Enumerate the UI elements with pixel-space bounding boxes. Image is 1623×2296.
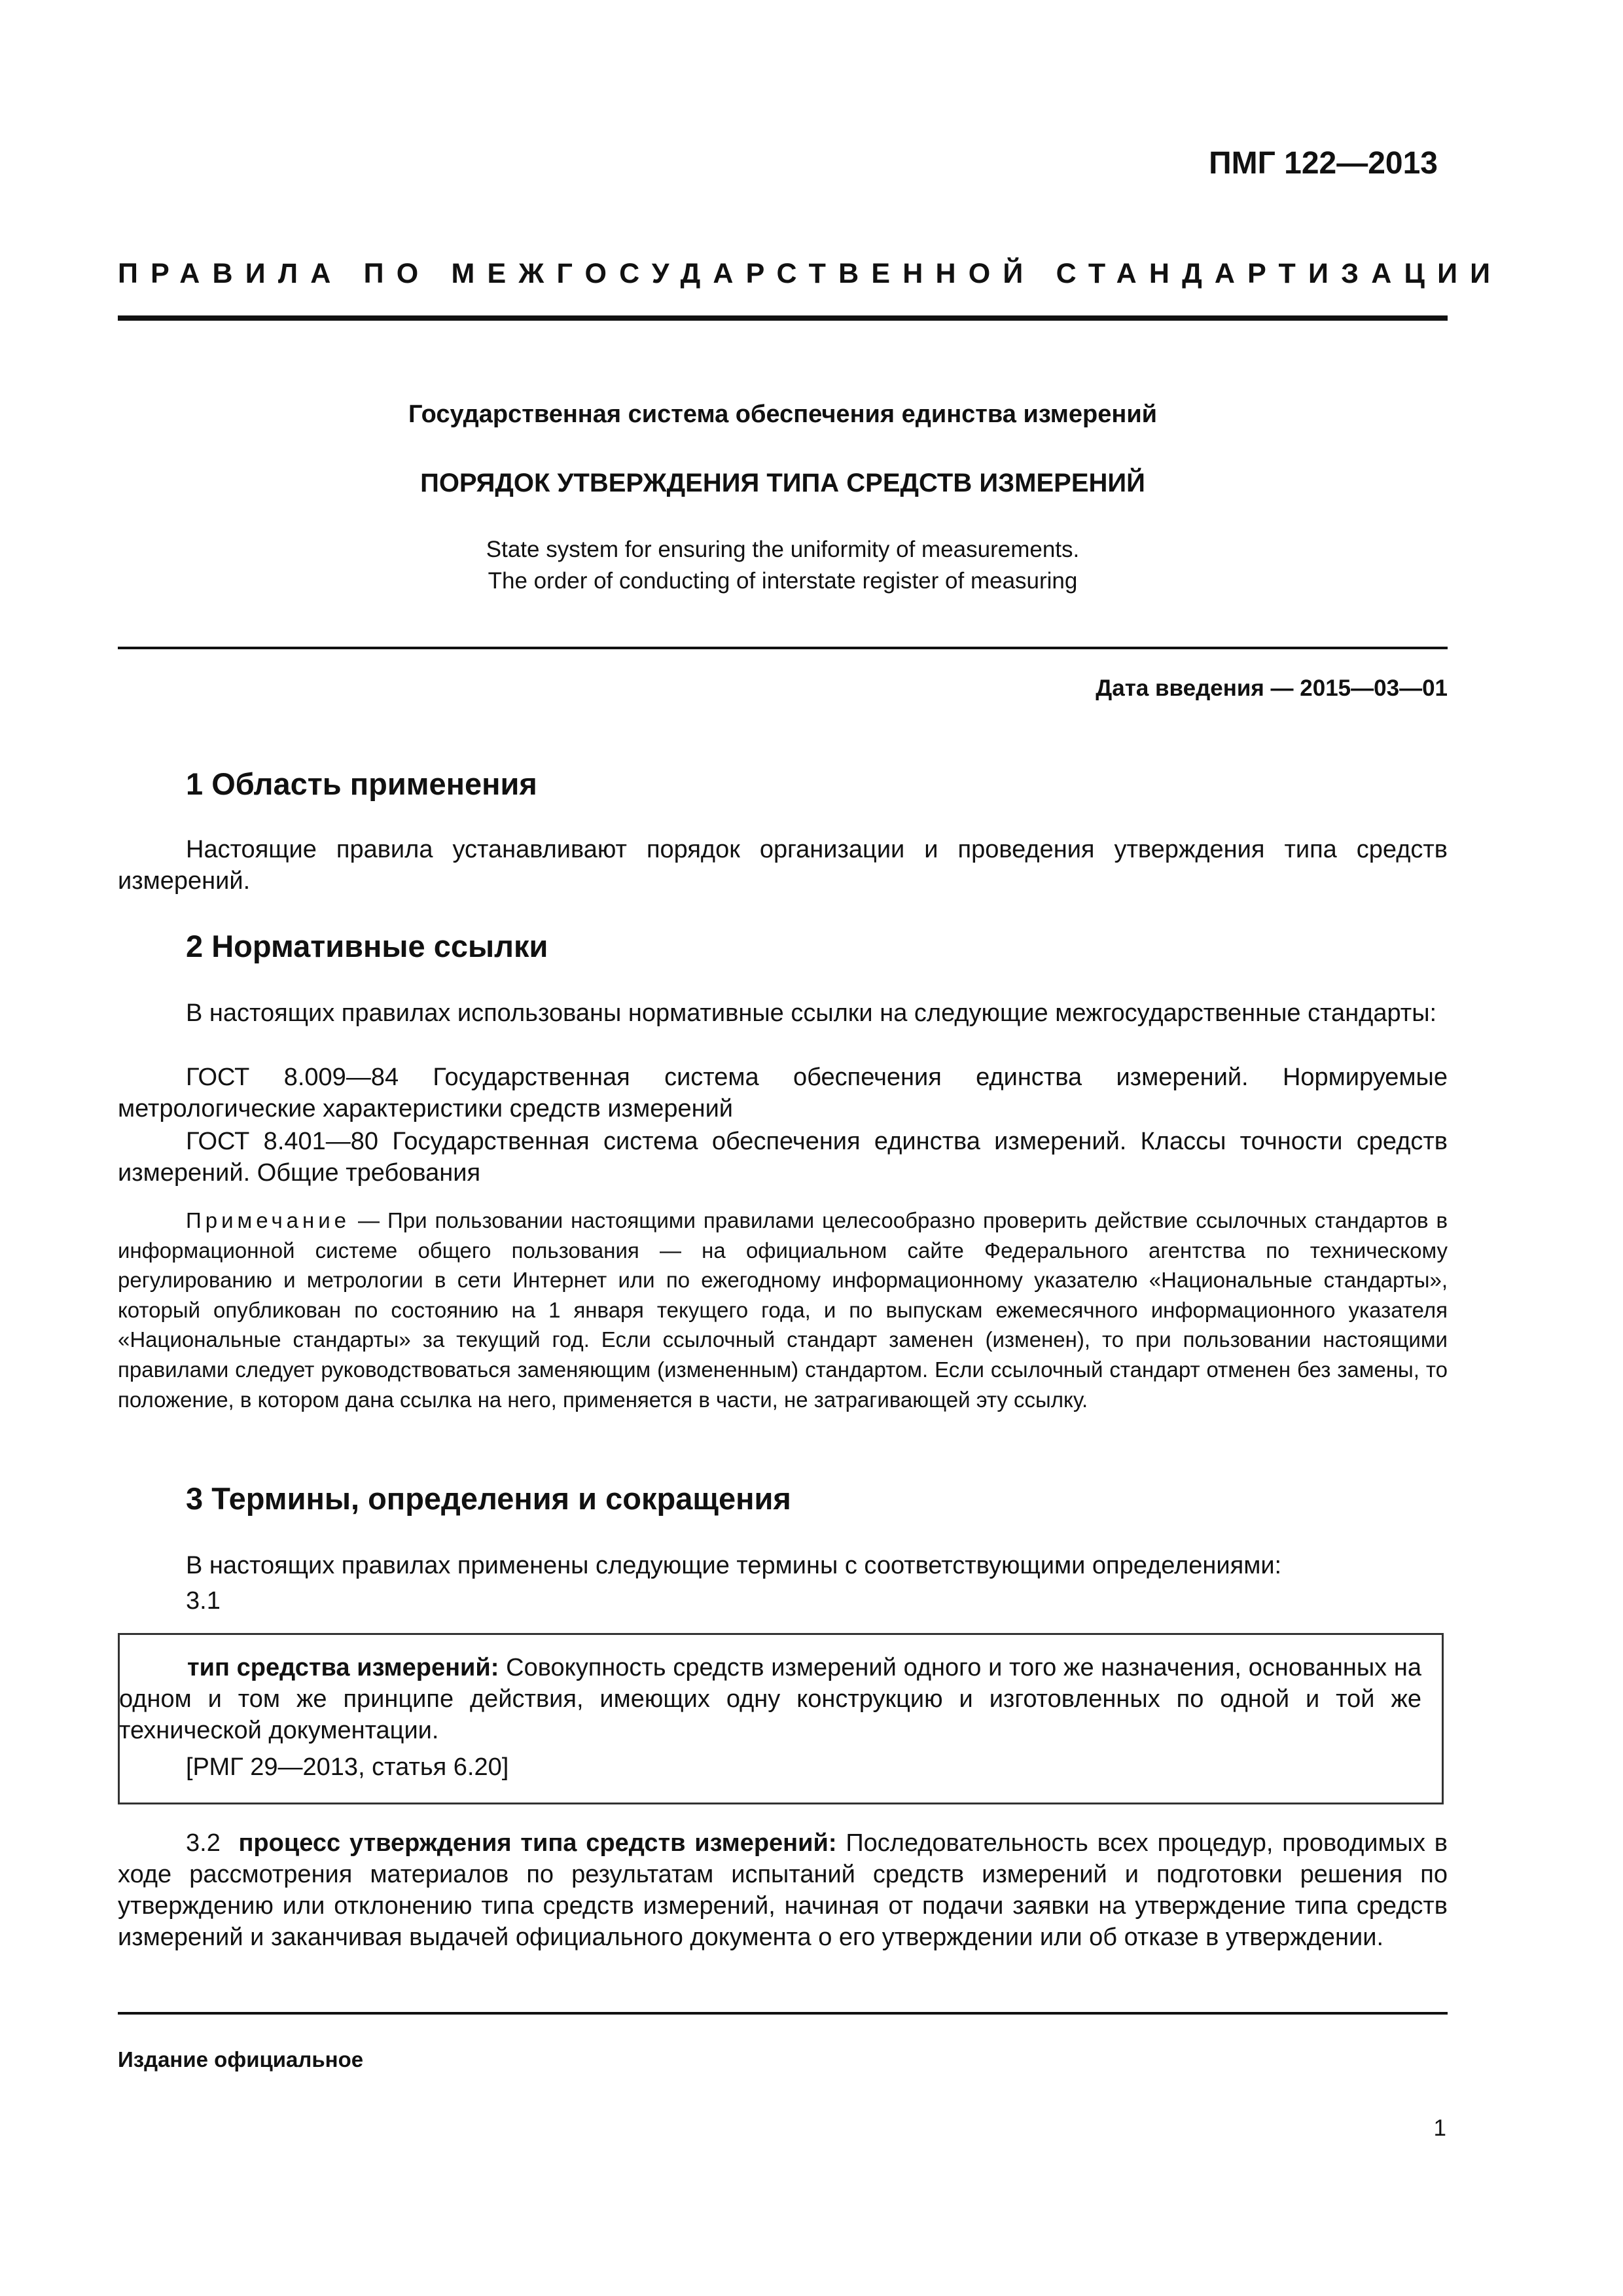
section-1-text: Настоящие правила устанавливают порядок организации и проведения утверждения типа средств измерений. (118, 836, 1448, 895)
section-2-intro: В настоящих правилах использованы нормативные ссылки на следующие межгосударственные стандарты: (186, 999, 1437, 1027)
term-3-2-definition: 3.2 процесс утверждения типа средств измерений: Последовательность всех процедур, проводимых в ходе рассмотрения материалов по результатам испытаний средств измерений и подготовки решения по утверждению или отклонению типа средств измерений, начиная от подачи заявки на утверждение типа средств измерений и заканчивая выдачей официального документа о его утверждении или об отказе в утверждении. (118, 1829, 1448, 1951)
english-title-line-2: The order of conducting of interstate register of measuring (488, 568, 1078, 594)
term-3-1-number: 3.1 (186, 1587, 221, 1615)
section-1-heading: 1 Область применения (186, 766, 537, 801)
term-3-2-name: процесс утверждения типа средств измерений: (238, 1829, 837, 1857)
title-rule (118, 647, 1448, 649)
document-code: ПМГ 122—2013 (1209, 146, 1438, 181)
main-title: ПОРЯДОК УТВЕРЖДЕНИЯ ТИПА СРЕДСТВ ИЗМЕРЕНИЙ (420, 469, 1145, 497)
term-3-1-definition: тип средства измерений: Совокупность средств измерений одного и того же назначения, основанных на одном и том же принципе действия, имеющих одну конструкцию и изготовленных по одной и той же технической документации. (119, 1654, 1421, 1744)
section-3-intro: В настоящих правилах применены следующие термины с соответствующими определениями: (186, 1552, 1282, 1579)
references-note: Примечание — При пользовании настоящими правилами целесообразно проверить действие ссылочных стандартов в информационной системе общего пользования — на официальном сайте Федерального агентства по техническому регулированию и метрологии в сети Интернет или по ежегодному информационному указателю «Национальные стандарты», который опубликован по состоянию на 1 января текущего года, и по выпускам ежемесячного информационного указателя «Национальные стандарты» за текущий год. Если ссылочный стандарт заменен (изменен), то при пользовании настоящими правилами следует руководствоваться заменяющим (измененным) стандартом. Если ссылочный стандарт отменен без замены, то положение, в котором дана ссылка на него, применяется в части, не затрагивающей эту ссылку. (118, 1208, 1448, 1412)
english-title-line-1: State system for ensuring the uniformity of measurements. (486, 537, 1080, 562)
page-number: 1 (1433, 2115, 1446, 2141)
term-3-1-source: [РМГ 29—2013, статья 6.20] (186, 1753, 509, 1781)
introduction-date: Дата введения — 2015—03—01 (1096, 675, 1448, 701)
reference-gost-8-009: ГОСТ 8.009—84 Государственная система обеспечения единства измерений. Нормируемые метрологические характеристики средств измерений (118, 1064, 1448, 1122)
note-label: Примечание (186, 1208, 351, 1232)
reference-gost-8-401: ГОСТ 8.401—80 Государственная система обеспечения единства измерений. Классы точности средств измерений. Общие требования (118, 1128, 1448, 1187)
official-edition-label: Издание официальное (118, 2047, 364, 2072)
footer-rule (118, 2012, 1448, 2015)
system-title: Государственная система обеспечения единства измерений (408, 401, 1158, 428)
header-rule (118, 315, 1448, 321)
section-3-heading: 3 Термины, определения и сокращения (186, 1481, 791, 1516)
section-2-heading: 2 Нормативные ссылки (186, 929, 548, 963)
english-title (118, 534, 1448, 597)
document-series: ПРАВИЛА ПО МЕЖГОСУДАРСТВЕННОЙ СТАНДАРТИЗАЦИИ (118, 258, 1503, 289)
term-3-1-name: тип средства измерений: (187, 1654, 499, 1681)
